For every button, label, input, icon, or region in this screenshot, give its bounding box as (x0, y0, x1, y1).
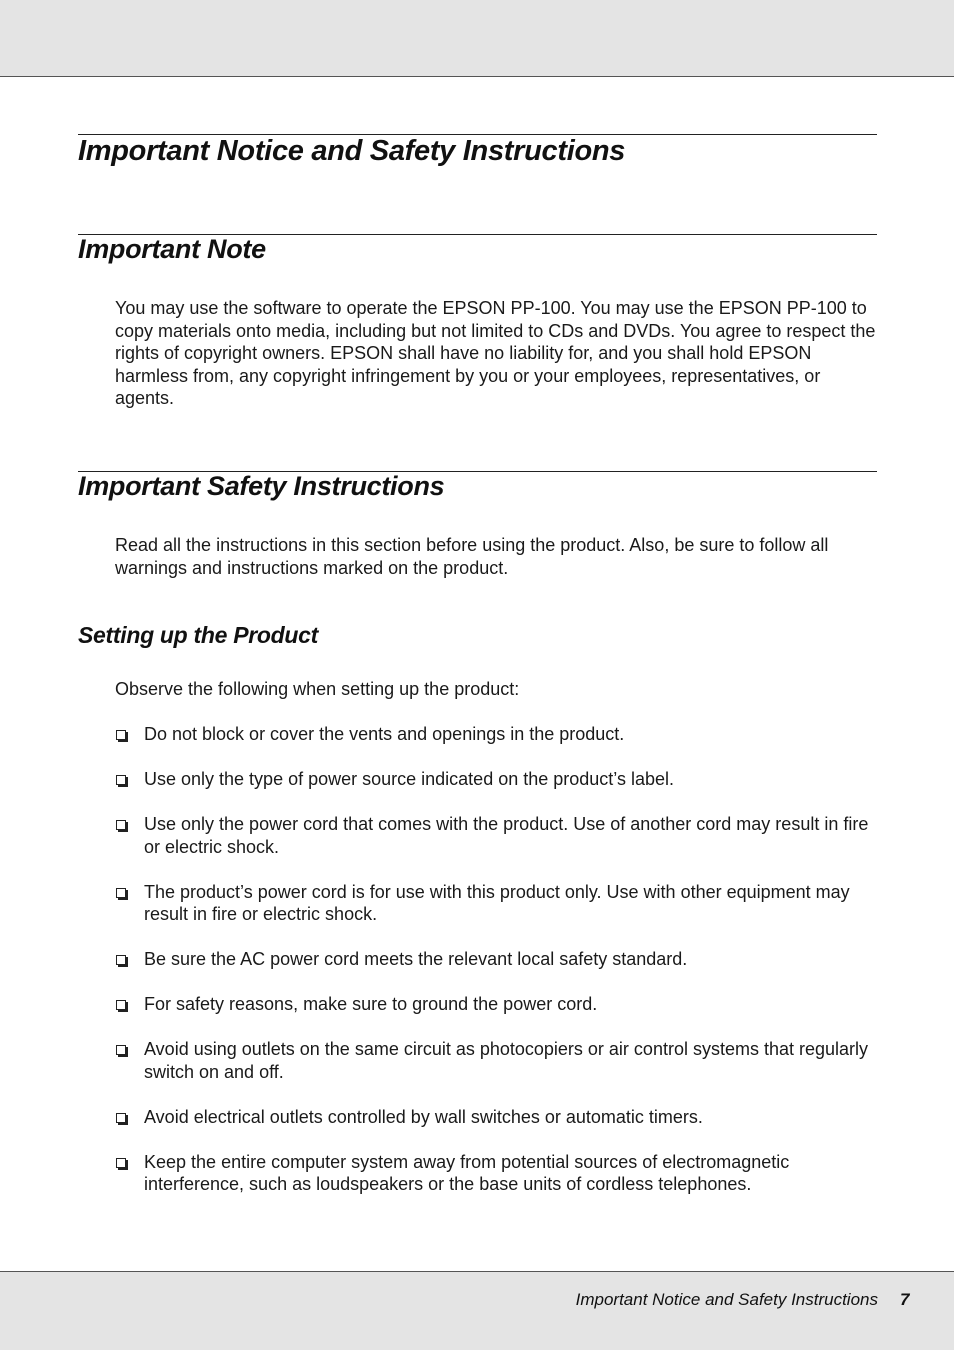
important-note-paragraph: You may use the software to operate the EPSON PP-100. You may use the EPSON PP-100 to copy materials onto media, including but not limited to CDs and DVDs. You agree to respect the rights of copyright owners. EPSON shall have no liability for, and you shall hold EPSON harmless from, any copyright infringement by you or your employees, representatives, or agents. (115, 298, 876, 409)
important-note-heading: Important Note (78, 234, 266, 264)
setup-intro: Observe the following when setting up the product: (115, 679, 520, 699)
checkbox-bullet-icon (116, 1158, 126, 1168)
list-item-text: Keep the entire computer system away from potential sources of electromagnetic interference, such as loudspeakers or the base units of cordless telephones. (144, 1151, 790, 1195)
list-item (115, 993, 877, 1016)
checkbox-bullet-icon (116, 820, 126, 830)
header-band (0, 0, 954, 77)
list-item-text: Do not block or cover the vents and openings in the product. (144, 724, 625, 744)
list-item (115, 1151, 877, 1196)
list-item-text: Avoid using outlets on the same circuit as photocopiers or air control systems that regularly switch on and off. (144, 1039, 869, 1082)
setup-heading: Setting up the Product (78, 622, 318, 648)
page-number: 7 (900, 1290, 910, 1309)
page-title: Important Notice and Safety Instructions (78, 135, 626, 167)
list-item (115, 1038, 877, 1083)
list-item (115, 881, 877, 926)
list-item-text: Use only the type of power source indicated on the product’s label. (144, 768, 674, 789)
list-item (115, 948, 877, 971)
list-item-text: The product’s power cord is for use with this product only. Use with other equipment may result in fire or electric shock. (144, 881, 850, 925)
checkbox-bullet-icon (116, 1113, 126, 1123)
checkbox-bullet-icon (116, 1000, 126, 1010)
list-item (115, 813, 877, 858)
setup-checklist (115, 723, 877, 1218)
list-item-text: Avoid electrical outlets controlled by wall switches or automatic timers. (144, 1106, 703, 1127)
list-item-text: For safety reasons, make sure to ground the power cord. (144, 994, 598, 1015)
list-item-text: Be sure the AC power cord meets the relevant local safety standard. (144, 949, 688, 970)
list-item-text: Use only the power cord that comes with the product. Use of another cord may result in fire or electric shock. (144, 813, 869, 857)
safety-paragraph: Read all the instructions in this section before using the product. Also, be sure to follow all warnings and instructions marked on the product. (115, 535, 829, 578)
list-item (115, 768, 877, 791)
checkbox-bullet-icon (116, 955, 126, 965)
list-item (115, 1106, 877, 1129)
footer-section-title: Important Notice and Safety Instructions (575, 1290, 878, 1309)
safety-heading: Important Safety Instructions (78, 471, 445, 501)
checkbox-bullet-icon (116, 1045, 126, 1055)
list-item (115, 723, 877, 746)
checkbox-bullet-icon (116, 730, 126, 740)
checkbox-bullet-icon (116, 775, 126, 785)
footer-band (0, 1271, 954, 1350)
checkbox-bullet-icon (116, 888, 126, 898)
